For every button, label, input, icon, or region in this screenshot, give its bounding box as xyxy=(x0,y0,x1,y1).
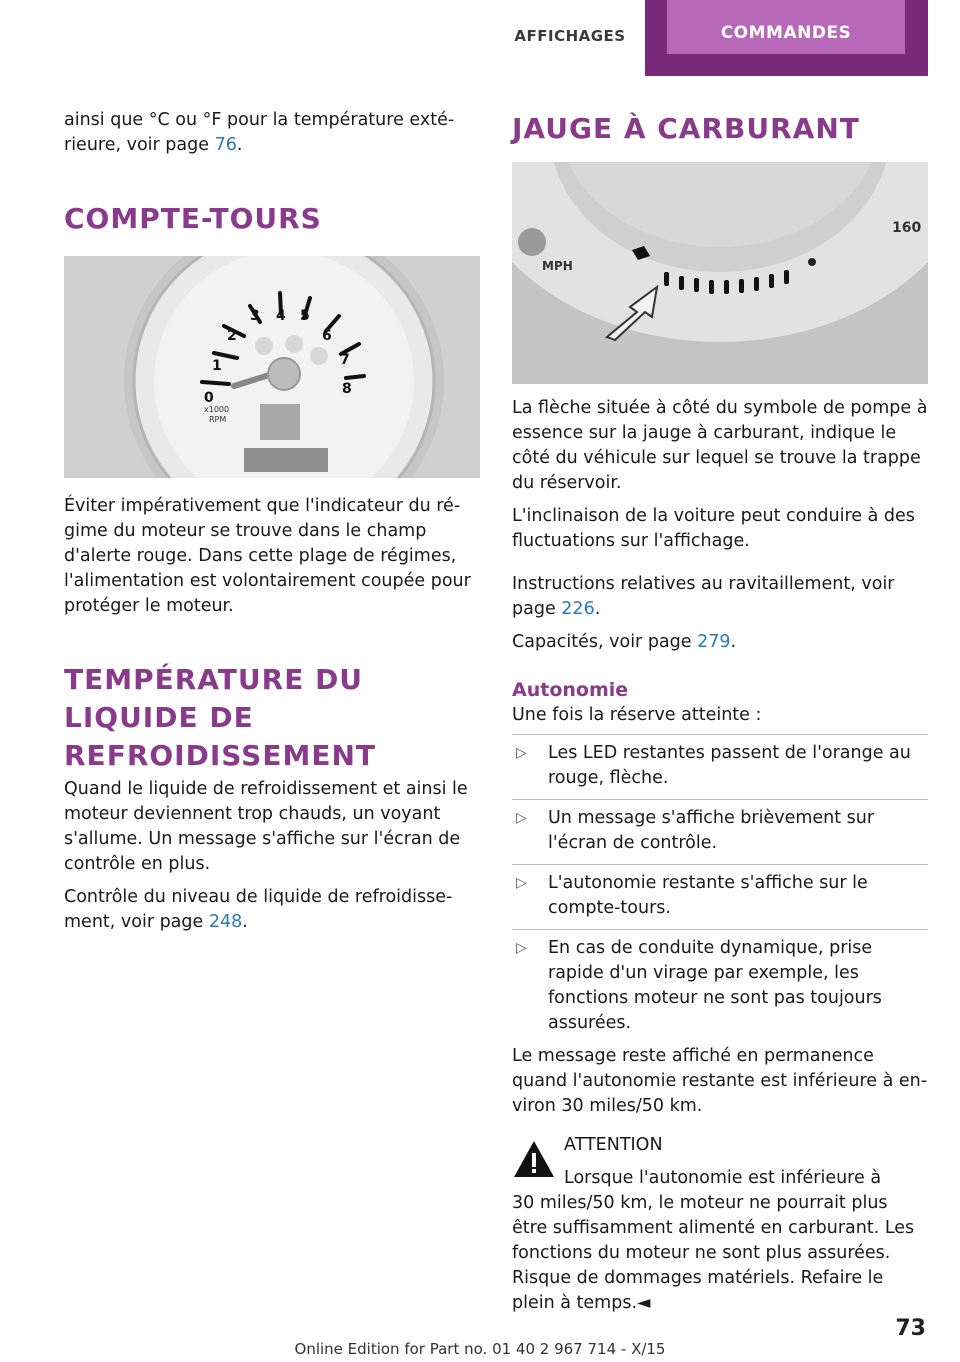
divider xyxy=(512,799,928,800)
triangle-right-icon: ▷ xyxy=(516,875,527,891)
paragraph-instructions: Instructions relatives au ravitaillement, voir page 226. xyxy=(512,574,895,619)
divider xyxy=(512,864,928,865)
figure-tachometer xyxy=(64,256,480,478)
svg-text:x1000: x1000 xyxy=(204,405,230,414)
warning-block xyxy=(512,1133,928,1191)
fuel-gauge-illustration xyxy=(512,162,928,384)
tab-commandes-label: COMMANDES xyxy=(667,0,905,54)
triangle-right-icon: ▷ xyxy=(516,810,527,826)
end-mark-icon: ◄ xyxy=(637,1293,651,1313)
svg-text:1: 1 xyxy=(212,358,222,374)
svg-text:8: 8 xyxy=(342,381,352,397)
footer-edition: Online Edition for Part no. 01 40 2 967 714 - X/15 xyxy=(294,1340,666,1358)
paragraph-autonomie-end: Le message reste affiché en permanence quand l'autonomie restante est inférieure à environ 30 miles/50 km. xyxy=(512,1046,928,1116)
heading-compte-tours: COMPTE-TOURS xyxy=(64,202,322,235)
svg-text:MPH: MPH xyxy=(542,259,573,273)
right-column xyxy=(512,110,928,1316)
paragraph-jauge-2: L'inclinaison de la voiture peut conduire à des fluctuations sur l'affichage. xyxy=(512,506,915,551)
tab-affichages[interactable]: AFFICHAGES xyxy=(514,27,626,45)
svg-text:160: 160 xyxy=(892,220,922,236)
list-item: ▷ En cas de conduite dynamique, prise rapide d'un virage par exemple, les fonctions moteur ne sont pas toujours assurées. xyxy=(516,938,882,1033)
paragraph-temperature-2: Contrôle du niveau de liquide de refroidissement, voir page 248. xyxy=(64,887,453,932)
left-column xyxy=(64,108,480,935)
tab-commandes[interactable] xyxy=(645,0,928,76)
tachometer-illustration xyxy=(64,256,480,478)
divider xyxy=(512,929,928,930)
page-number: 73 xyxy=(895,1316,926,1341)
paragraph-compte-tours: Éviter impérativement que l'indicateur du régime du moteur se trouve dans le champ d'alerte rouge. Dans cette plage de régimes, l'alimentation est volontairement coupée pour protéger le moteur. xyxy=(64,496,471,616)
triangle-right-icon: ▷ xyxy=(516,940,527,956)
link-page-76[interactable]: 76 xyxy=(214,135,237,155)
svg-text:3: 3 xyxy=(250,308,260,324)
paragraph-temperature-1: Quand le liquide de refroidissement et ainsi le moteur deviennent trop chauds, un voyant s'allume. Un message s'affiche sur l'écran de contrôle en plus. xyxy=(64,779,468,874)
list-item: ▷ Un message s'affiche brièvement sur l'écran de contrôle. xyxy=(516,808,875,853)
svg-text:RPM: RPM xyxy=(209,415,227,424)
list-item: ▷ Les LED restantes passent de l'orange au rouge, flèche. xyxy=(516,743,911,788)
bullet-list xyxy=(512,734,928,1036)
triangle-right-icon: ▷ xyxy=(516,745,527,761)
paragraph-jauge-1: La flèche située à côté du symbole de pompe à essence sur la jauge à carburant, indique le côté du véhicule sur lequel se trouve la trappe du réservoir. xyxy=(512,398,928,493)
warning-title: ATTENTION xyxy=(564,1135,663,1155)
heading-jauge: JAUGE À CARBURANT xyxy=(512,112,860,145)
figure-fuel-gauge xyxy=(512,162,928,384)
heading-temperature: TEMPÉRATURE DU LIQUIDE DE REFROIDISSEMENT xyxy=(64,663,376,772)
paragraph-capacites: Capacités, voir page 279. xyxy=(512,632,737,652)
link-page-248[interactable]: 248 xyxy=(208,912,243,932)
svg-text:6: 6 xyxy=(322,328,332,344)
paragraph-autonomie-intro: Une fois la réserve atteinte : xyxy=(512,705,762,725)
link-page-226[interactable]: 226 xyxy=(561,599,595,619)
svg-text:2: 2 xyxy=(227,328,237,344)
divider xyxy=(512,734,928,735)
warning-text: 30 miles/50 km, le moteur ne pourrait plus être suffisamment alimenté en carburant. Les fonctions du moteur ne sont plus assurées. Risque de dommages matériels. Refaire le plein à temps.◄ xyxy=(512,1193,915,1313)
intro-paragraph: ainsi que °C ou °F pour la température extérieure, voir page 76. xyxy=(64,110,455,155)
link-page-279[interactable]: 279 xyxy=(697,632,731,652)
list-item: ▷ L'autonomie restante s'affiche sur le compte-tours. xyxy=(516,873,868,918)
warning-icon xyxy=(512,1139,556,1179)
svg-text:0: 0 xyxy=(204,390,214,406)
heading-autonomie: Autonomie xyxy=(512,679,629,701)
svg-text:7: 7 xyxy=(340,352,350,368)
warning-text-first: Lorsque l'autonomie est inférieure à xyxy=(564,1168,882,1188)
svg-text:5: 5 xyxy=(300,308,310,324)
svg-text:4: 4 xyxy=(276,308,286,324)
